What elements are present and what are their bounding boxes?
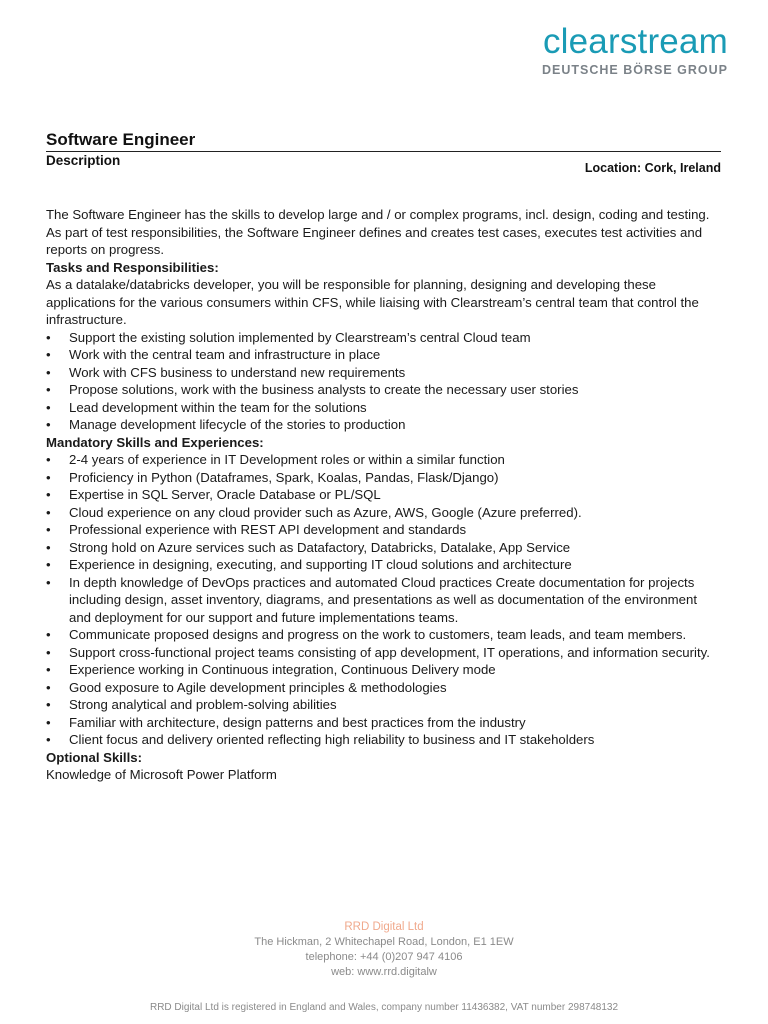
optional-skills-text: Knowledge of Microsoft Power Platform [46,767,277,782]
location-label: Location: Cork, Ireland [584,161,721,175]
list-item: • Proficiency in Python (Dataframes, Spark, Koalas, Pandas, Flask/Django) [46,469,722,487]
intro-paragraph: The Software Engineer has the skills to develop large and / or complex programs, incl. design, coding and testing. As part of test responsibilities, the Software Engineer defines and creates test cases, executes test activities and reports on progress. [46,207,710,257]
list-item: • Strong analytical and problem-solving abilities [46,696,722,714]
list-item: • Good exposure to Agile development principles & methodologies [46,679,722,697]
tasks-intro: As a datalake/databricks developer, you will be responsible for planning, designing and developing these applications for the various consumers within CFS, while liaising with Clearstream’s central team that control the infrastructure. [46,277,699,327]
page-title: Software Engineer [46,130,196,149]
list-item: • Support cross-functional project teams consisting of app development, IT operations, and information security. [46,644,722,662]
list-item: • Strong hold on Azure services such as Datafactory, Databricks, Datalake, App Service [46,539,722,557]
footer-company: RRD Digital Ltd [344,921,424,933]
page-footer [0,920,768,1015]
footer-address: The Hickman, 2 Whitechapel Road, London, E1 1EW [254,936,514,948]
list-item: • Propose solutions, work with the business analysts to create the necessary user stories [46,381,722,399]
list-item: • 2-4 years of experience in IT Development roles or within a similar function [46,451,722,469]
list-item: • Work with the central team and infrastructure in place [46,346,722,364]
list-item: • Communicate proposed designs and progress on the work to customers, team leads, and team members. [46,626,722,644]
job-description-body [46,206,722,784]
list-item: • Support the existing solution implemented by Clearstream’s central Cloud team [46,329,722,347]
mandatory-skills-list [46,451,722,749]
logo-wordmark: clearstream [542,22,728,61]
list-item: • Experience working in Continuous integration, Continuous Delivery mode [46,661,722,679]
footer-web: web: www.rrd.digitalw [331,966,437,978]
optional-skills-heading: Optional Skills: [46,749,142,765]
list-item: • Expertise in SQL Server, Oracle Database or PL/SQL [46,486,722,504]
logo-tagline: DEUTSCHE BÖRSE GROUP [542,63,728,77]
list-item: • In depth knowledge of DevOps practices and automated Cloud practices Create documentation for projects including design, asset inventory, diagrams, and presentations as well as documentation of the environment and deployment for our support and future implementations teams. [46,574,722,627]
footer-telephone: telephone: +44 (0)207 947 4106 [305,951,463,963]
list-item: • Manage development lifecycle of the stories to production [46,416,722,434]
list-item: • Client focus and delivery oriented reflecting high reliability to business and IT stakeholders [46,731,722,749]
list-item: • Familiar with architecture, design patterns and best practices from the industry [46,714,722,732]
list-item: • Professional experience with REST API development and standards [46,521,722,539]
description-heading: Description [46,153,121,168]
mandatory-skills-heading: Mandatory Skills and Experiences: [46,434,264,450]
tasks-heading: Tasks and Responsibilities: [46,259,219,275]
clearstream-logo [542,24,728,77]
list-item: • Work with CFS business to understand new requirements [46,364,722,382]
tasks-list [46,329,722,434]
list-item: • Cloud experience on any cloud provider such as Azure, AWS, Google (Azure preferred). [46,504,722,522]
list-item: • Lead development within the team for the solutions [46,399,722,417]
list-item: • Experience in designing, executing, and supporting IT cloud solutions and architecture [46,556,722,574]
title-row [46,130,721,152]
footer-registration: RRD Digital Ltd is registered in England and Wales, company number 11436382, VAT number 298748132 [149,1002,619,1013]
